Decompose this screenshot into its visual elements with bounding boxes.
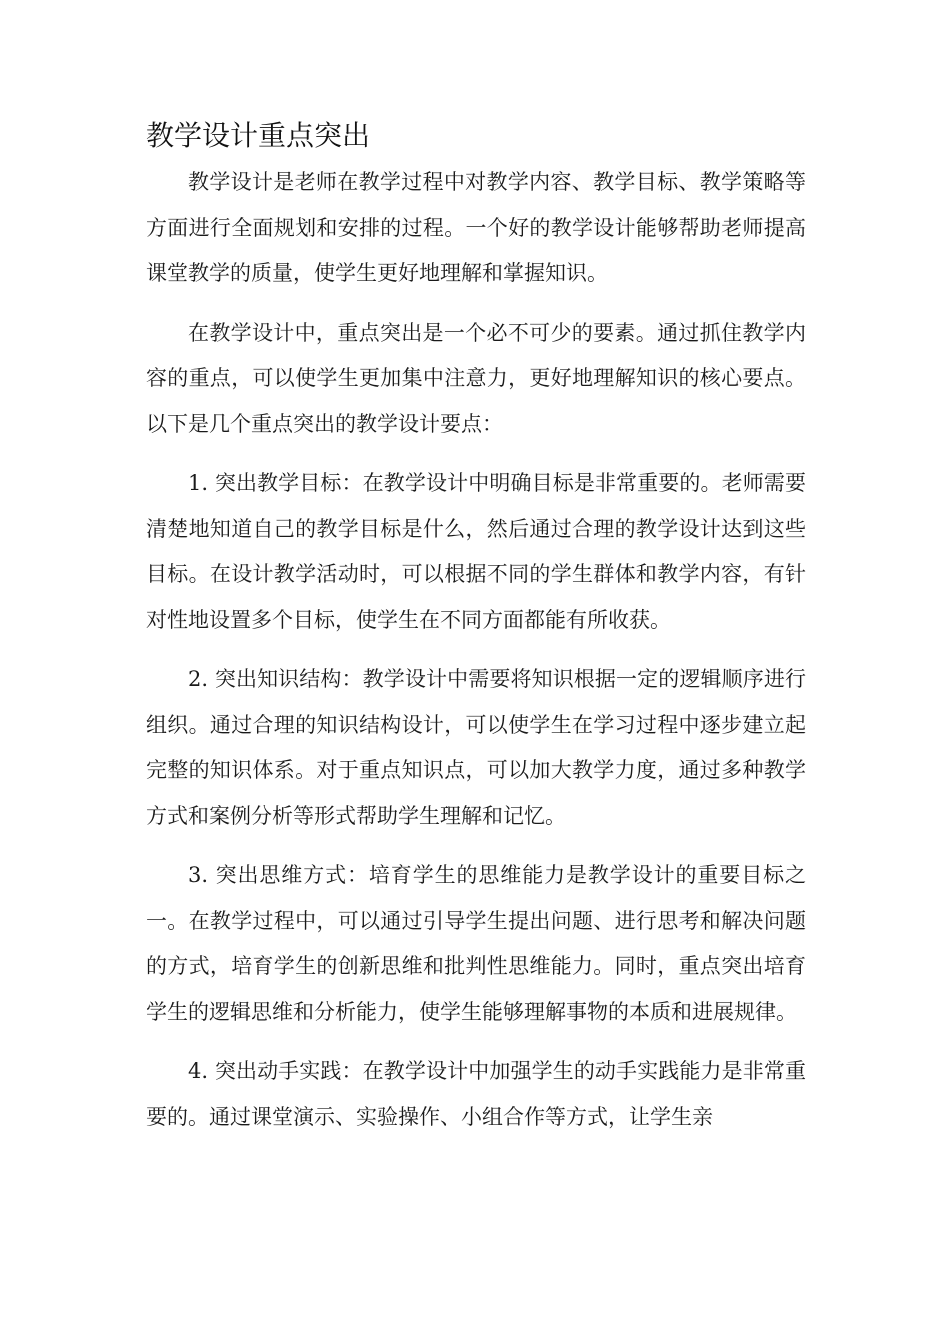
- document-title: 教学设计重点突出: [146, 119, 371, 152]
- document-body: [146, 160, 806, 1154]
- paragraph-point-4: 4. 突出动手实践：在教学设计中加强学生的动手实践能力是非常重要的。通过课堂演示、实验操作、小组合作等方式，让学生亲: [146, 1059, 806, 1129]
- paragraph-key-points: 在教学设计中，重点突出是一个必不可少的要素。通过抓住教学内容的重点，可以使学生更加集中注意力，更好地理解知识的核心要点。以下是几个重点突出的教学设计要点：: [146, 320, 806, 436]
- paragraph-point-1: 1. 突出教学目标：在教学设计中明确目标是非常重要的。老师需要清楚地知道自己的教学目标是什么，然后通过合理的教学设计达到这些目标。在设计教学活动时，可以根据不同的学生群体和教学内容，有针对性地设置多个目标，使学生在不同方面都能有所收获。: [146, 471, 806, 632]
- paragraph-point-2: 2. 突出知识结构：教学设计中需要将知识根据一定的逻辑顺序进行组织。通过合理的知识结构设计，可以使学生在学习过程中逐步建立起完整的知识体系。对于重点知识点，可以加大教学力度，通过多种教学方式和案例分析等形式帮助学生理解和记忆。: [146, 667, 806, 828]
- paragraph-intro: 教学设计是老师在教学过程中对教学内容、教学目标、教学策略等方面进行全面规划和安排的过程。一个好的教学设计能够帮助老师提高课堂教学的质量，使学生更好地理解和掌握知识。: [146, 170, 806, 285]
- paragraph-point-3: 3. 突出思维方式：培育学生的思维能力是教学设计的重要目标之一。在教学过程中，可以通过引导学生提出问题、进行思考和解决问题的方式，培育学生的创新思维和批判性思维能力。同时，重点突出培育学生的逻辑思维和分析能力，使学生能够理解事物的本质和进展规律。: [146, 863, 806, 1024]
